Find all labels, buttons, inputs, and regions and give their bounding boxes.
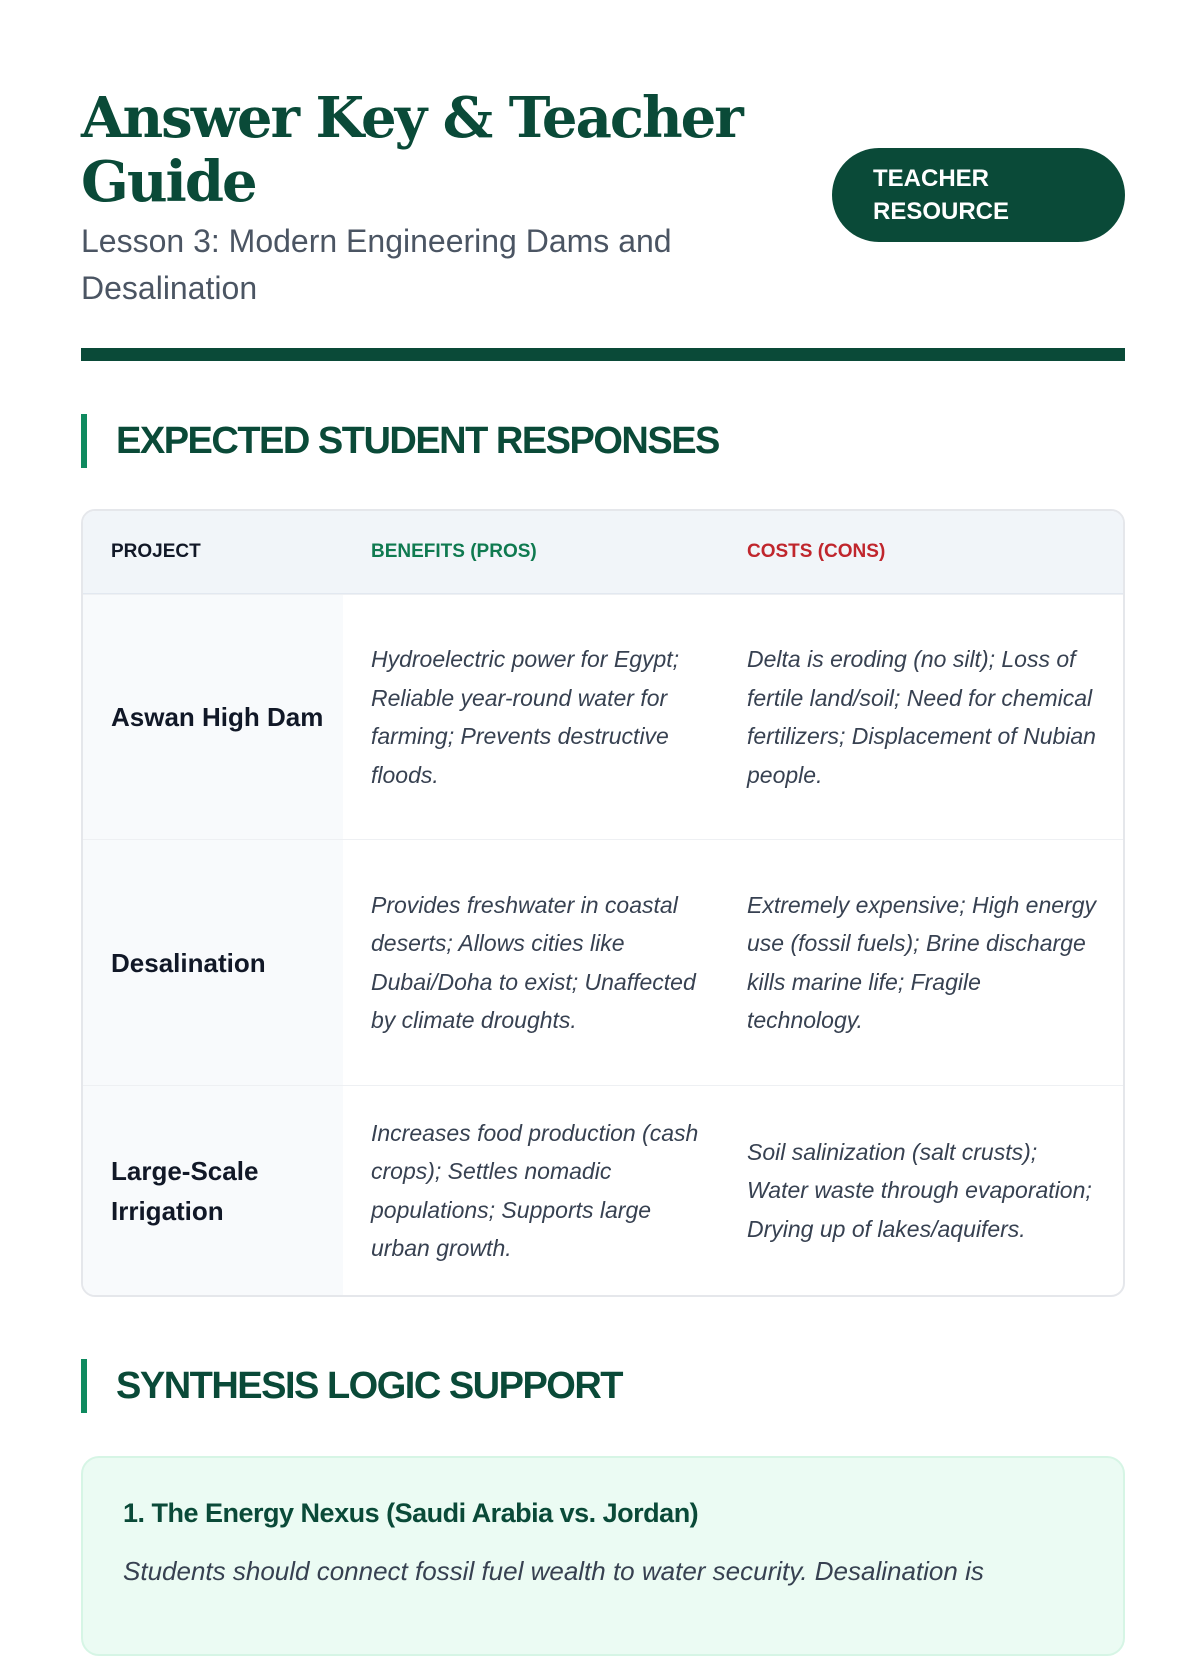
column-header-project: PROJECT [111,541,201,562]
teacher-resource-badge: TEACHER RESOURCE [832,148,1125,242]
table-row [83,839,1123,1085]
page-title: Answer Key & Teacher Guide [81,85,742,215]
page-subtitle: Lesson 3: Modern Engineering Dams and Desalination [81,223,672,306]
cons-cell: Soil salinization (salt crusts); Water waste through evaporation; Drying up of lakes/aquifers. [747,1138,1092,1242]
pros-cell: Increases food production (cash crops); Settles nomadic populations; Supports large urban growth. [371,1119,699,1261]
column-header-pros: BENEFITS (PROS) [371,541,537,562]
synthesis-item-text: Students should connect fossil fuel wealth to water security. Desalination is [123,1556,984,1586]
table-row [83,594,1123,839]
table-row [83,1085,1123,1295]
project-cell: Large-Scale Irrigation [83,1086,343,1295]
responses-table [81,509,1125,1297]
cons-cell: Extremely expensive; High energy use (fossil fuels); Brine discharge kills marine life; Fragile technology. [747,891,1096,1033]
synthesis-card [81,1456,1125,1656]
header-divider [81,348,1125,361]
page-header [81,86,1125,356]
column-header-cons: COSTS (CONS) [747,541,886,562]
cons-cell: Delta is eroding (no silt); Loss of fertile land/soil; Need for chemical fertilizers; Displacement of Nubian people. [747,646,1096,788]
table-header [83,511,1123,594]
pros-cell: Provides freshwater in coastal deserts; Allows cities like Dubai/Doha to exist; Unaffected by climate droughts. [371,891,696,1033]
section-heading-responses: EXPECTED STUDENT RESPONSES [81,414,719,468]
synthesis-item-title: 1. The Energy Nexus (Saudi Arabia vs. Jordan) [123,1498,699,1528]
project-cell: Aswan High Dam [83,595,343,839]
section-heading-synthesis: SYNTHESIS LOGIC SUPPORT [81,1359,622,1413]
project-cell: Desalination [83,840,343,1085]
pros-cell: Hydroelectric power for Egypt; Reliable year-round water for farming; Prevents destructive floods. [371,646,680,788]
